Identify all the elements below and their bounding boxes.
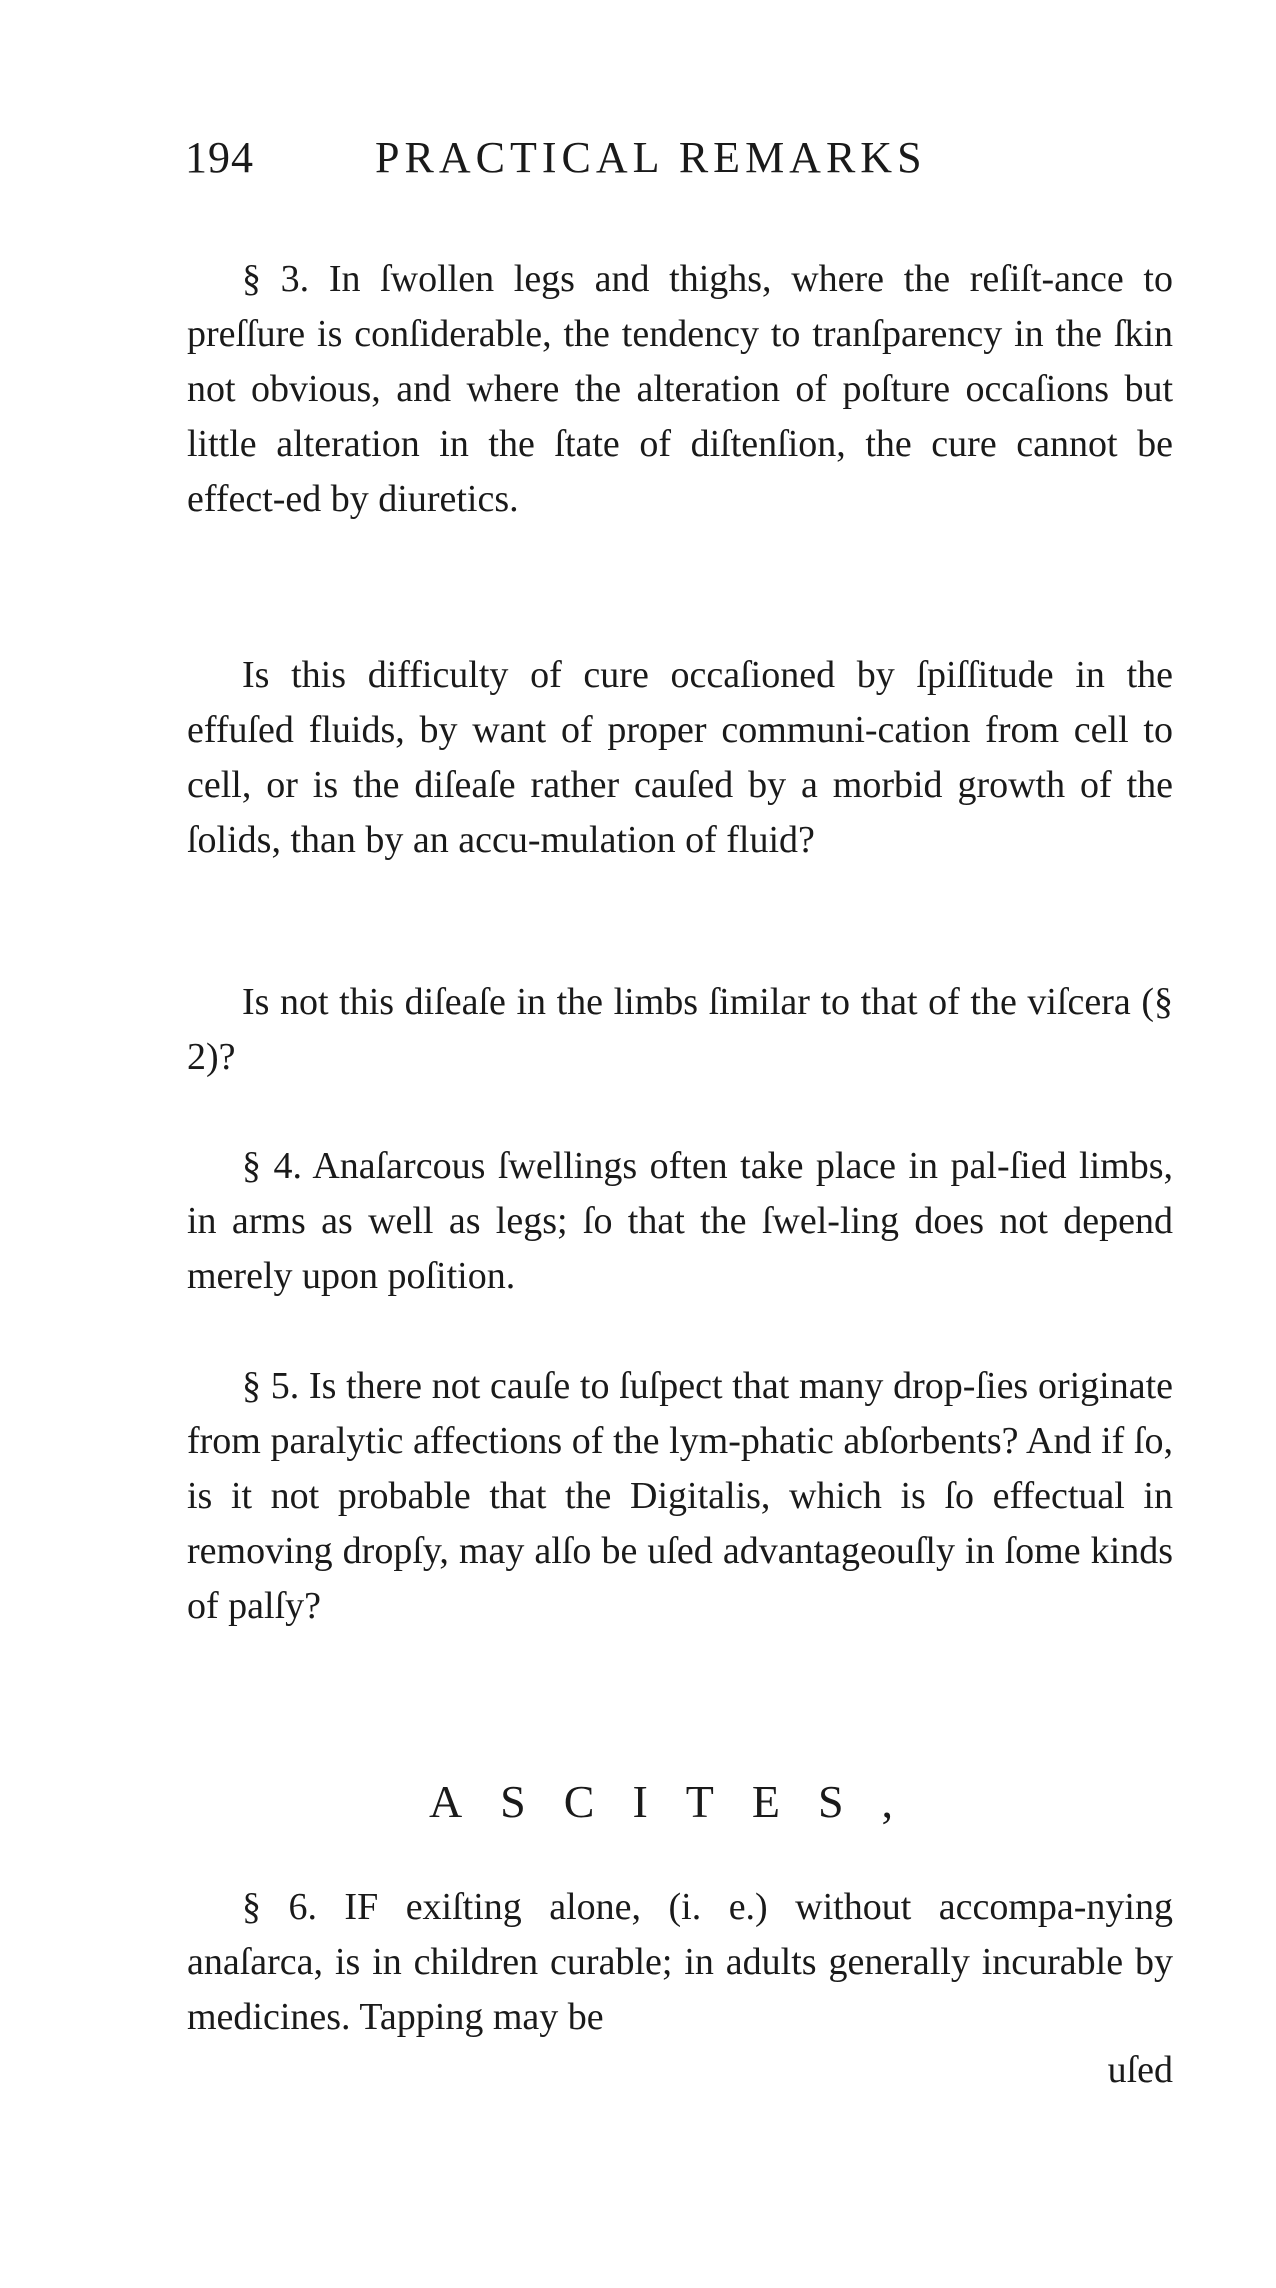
- catchword: uſed: [1107, 2049, 1173, 2091]
- paragraph-section-5: [187, 1359, 1173, 1634]
- paragraph-section-6: [187, 1880, 1173, 2045]
- running-head: PRACTICAL REMARKS: [375, 133, 927, 182]
- paragraph: Is this difficulty of cure occaſioned by ſpiſſitude in the effuſed fluids, by want of proper communi-cation from cell to cell, or is the diſeaſe rather cauſed by a morbid growth of the ſolids, than by an accu-mulation of fluid?: [187, 654, 1173, 861]
- paragraph: § 4. Anaſarcous ſwellings often take place in pal-ſied limbs, in arms as well as legs; ſo that the ſwel-ling does not depend merely upon poſition.: [187, 1145, 1173, 1297]
- page-header: [185, 132, 1040, 192]
- section-heading: ASCITES,: [428, 1776, 932, 1827]
- paragraph-question-2: [187, 975, 1173, 1085]
- paragraph-section-4: [187, 1139, 1173, 1304]
- paragraph-question-1: [187, 648, 1173, 868]
- paragraph: § 5. Is there not cauſe to ſuſpect that many drop-ſies originate from paralytic affections of the lym-phatic abſorbents? And if ſo, is it not probable that the Digitalis, which is ſo effectual in removing dropſy, may alſo be uſed advantageouſly in ſome kinds of palſy?: [187, 1365, 1173, 1627]
- paragraph: § 3. In ſwollen legs and thighs, where the reſiſt-ance to preſſure is conſiderable, the tendency to tranſparency in the ſkin not obvious, and where the alteration of poſture occaſions but little alteration in the ſtate of diſtenſion, the cure cannot be effect-ed by diuretics.: [187, 258, 1173, 520]
- page-number: 194: [185, 133, 254, 182]
- paragraph: § 6. IF exiſting alone, (i. e.) without accompa-nying anaſarca, is in children curable; in adults generally incurable by medicines. Tapping may be: [187, 1886, 1173, 2038]
- paragraph: Is not this diſeaſe in the limbs ſimilar to that of the viſcera (§ 2)?: [187, 981, 1173, 1078]
- paragraph-section-3: [187, 252, 1173, 527]
